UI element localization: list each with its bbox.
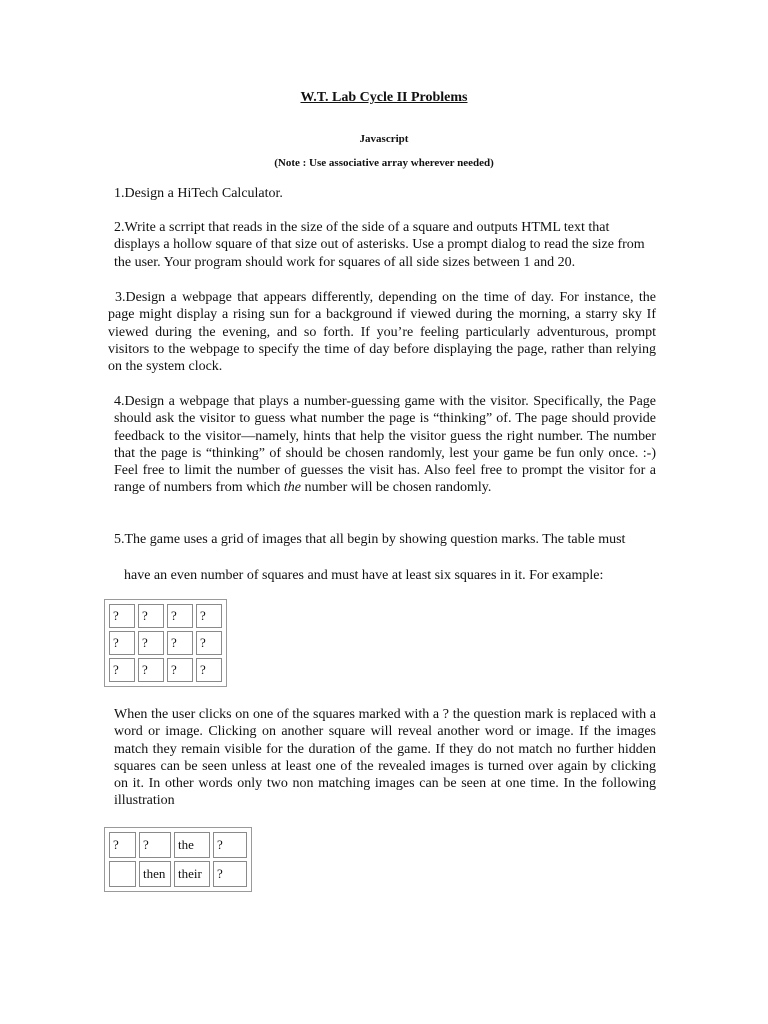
- grid-cell: ?: [109, 832, 136, 858]
- problem-1: 1.Design a HiTech Calculator.: [114, 186, 283, 201]
- grid-cell: ?: [196, 658, 222, 682]
- grid-cell: ?: [138, 631, 164, 655]
- grid-cell: ?: [109, 631, 135, 655]
- table-row: [109, 861, 247, 887]
- problem-4-text-b: number will be chosen randomly.: [301, 480, 492, 496]
- illustration-grid-table: [104, 827, 252, 892]
- table-row: [109, 631, 222, 655]
- problem-4: [114, 393, 656, 497]
- grid-cell: their: [174, 861, 210, 887]
- table-row: [109, 658, 222, 682]
- problem-3: 3.Design a webpage that appears differently, depending on the time of day. For instance, the page might display a rising sun for a background if viewed during the morning, a starry sky If viewed during the evening, and so forth. If you’re feeling particularly adventurous, prompt visitors to the webpage to specify the time of day before displaying the page, rather than relying on the system clock.: [108, 290, 656, 375]
- table-row: [109, 604, 222, 628]
- grid-cell: ?: [138, 658, 164, 682]
- grid-cell: ?: [213, 832, 247, 858]
- note-text: (Note : Use associative array wherever needed): [274, 157, 494, 169]
- problem-5: 5.The game uses a grid of images that all begin by showing question marks. The table must: [114, 532, 626, 547]
- problem-4-emphasis: the: [283, 480, 302, 496]
- grid-cell: ?: [109, 658, 135, 682]
- grid-cell: then: [139, 861, 171, 887]
- grid-cell: ?: [167, 658, 193, 682]
- grid-cell: the: [174, 832, 210, 858]
- grid-cell: ?: [139, 832, 171, 858]
- problem-5-continued: have an even number of squares and must have at least six squares in it. For example:: [124, 568, 604, 583]
- grid-cell: ?: [167, 604, 193, 628]
- problem-4-text-a: 4.Design a webpage that plays a number-guessing game with the visitor. Specifically, the Page should ask the visitor to guess what number the page is “thinking” of. The page should provide feedback to the visitor—namely, hints that help the visitor guess the right number. The number that the page is “thinking” of should be chosen randomly, lest your game be fun only once. :-) Feel free to limit the number of guesses the visit has. Also feel free to prompt the visitor for a range of numbers from which: [114, 394, 656, 496]
- grid-cell: ?: [109, 604, 135, 628]
- grid-cell: ?: [213, 861, 247, 887]
- game-description: When the user clicks on one of the squares marked with a ? the question mark is replaced with a word or image. Clicking on another square will reveal another word or image. If the images match they remain visible for the duration of the game. If they do not match no further hidden squares can be seen unless at least one of the revealed images is turned over again by clicking on it. In other words only two non matching images can be seen at one time. In the following illustration: [114, 707, 656, 809]
- grid-cell: ?: [196, 631, 222, 655]
- table-row: [109, 832, 247, 858]
- grid-cell: ?: [167, 631, 193, 655]
- example-grid-table: [104, 599, 227, 687]
- page-title: W.T. Lab Cycle II Problems: [300, 90, 468, 105]
- grid-cell: ?: [138, 604, 164, 628]
- section-heading: Javascript: [359, 133, 409, 145]
- grid-cell: [109, 861, 136, 887]
- grid-cell: ?: [196, 604, 222, 628]
- problem-2: 2.Write a scrript that reads in the size of the side of a square and outputs HTML text that displays a hollow square of that size out of asterisks. Use a prompt dialog to read the size from the user. Your program should work for squares of all side sizes between 1 and 20.: [114, 220, 645, 270]
